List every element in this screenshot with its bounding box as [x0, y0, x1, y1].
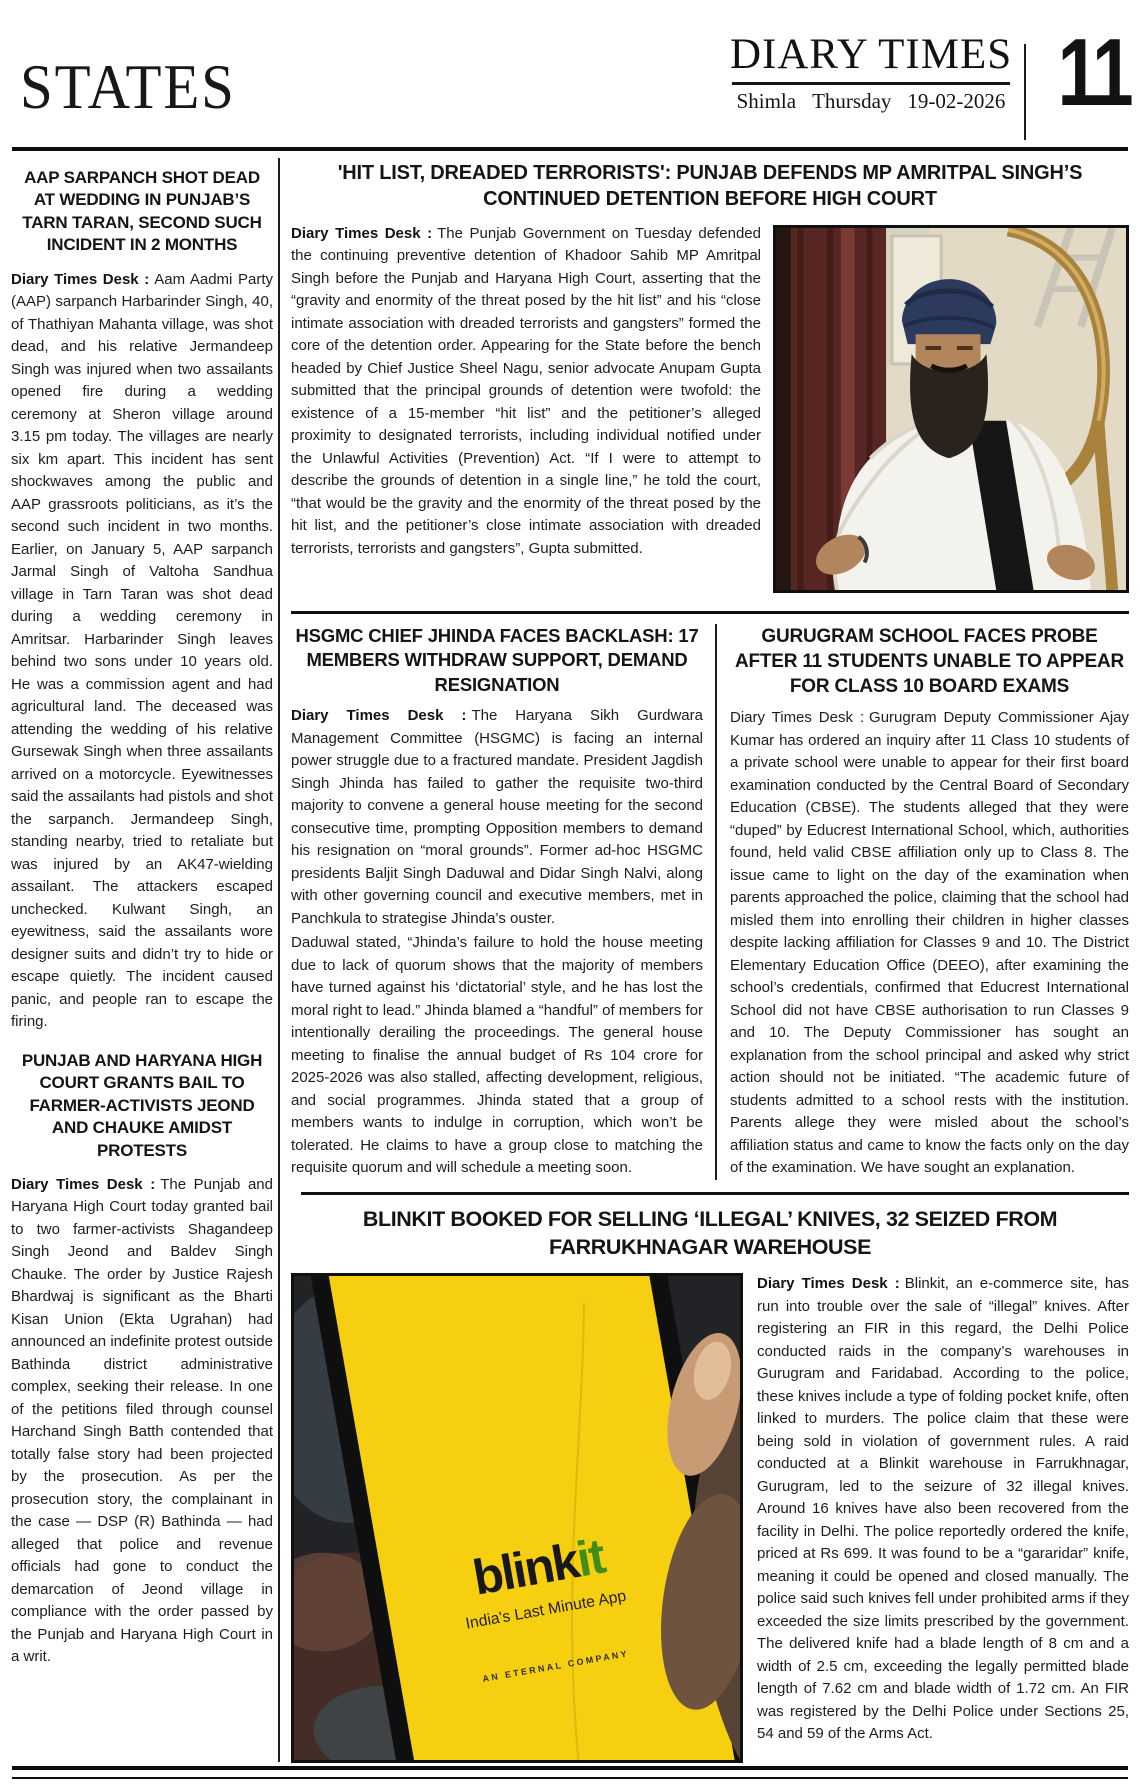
bail-headline: PUNJAB AND HARYANA HIGH COURT GRANTS BAIL TO FARMER-ACTIVISTS JEOND AND CHAUKE AMIDST PROTESTS — [21, 1050, 263, 1160]
bail-byline: Diary Times Desk : — [11, 1175, 156, 1193]
page-bottom-rule-thick — [12, 1766, 1128, 1770]
sarpanch-headline: AAP SARPANCH SHOT DEAD AT WEDDING IN PUNJAB’S TARN TARAN, SECOND SUCH INCIDENT IN 2 MONTHS — [22, 168, 262, 255]
blinkit-headline: BLINKIT BOOKED FOR SELLING ‘ILLEGAL’ KNIVES, 32 SEIZED FROM FARRUKHNAGAR WAREHOUSE — [362, 1206, 1058, 1259]
section-title: STATES — [20, 51, 236, 122]
hsgmc-article — [291, 620, 715, 1180]
bail-body: Diary Times Desk : The Punjab and Haryana High Court today granted bail to two farmer-activists Shagandeep Singh Jeond and Baldev Singh Chauke. The order by Justice Rajesh Bhardwaj is significant as the Bharti Kisan Union (Ekta Ugrahan) had announced an indefinite protest outside Bathinda district administrative complex, seeking their release. In one of the petitions filed through counsel Harchand Singh Batth contended that totally false story had been projected by the prosecution. As per the prosecution story, the complainant in the case — DSP (R) Bathinda — had alleged that police and revenue officials had gone to conduct the demarcation of Jeond village in compliance with the order passed by the Punjab and Haryana High Court in a writ. — [11, 1175, 273, 1666]
amritpal-body: Diary Times Desk : The Punjab Government on Tuesday defended the continuing preventive detention of Khadoor Sahib MP Amritpal Singh before the Punjab and Haryana High Court, asserting that the “gravity and enormity of the threat posed by the hit list” and his “close intimate association with dreaded terrorists and gangsters” formed the core of the detention order. Appearing for the State before the bench headed by Chief Justice Sheel Nagu, senior advocate Anupam Gupta submitted that the principal grounds of detention were twofold: the existence of a 15-member “hit list” and the petitioner’s alleged proximity to designated terrorists, including individual notified under the Unlawful Activities (Prevention) Act. “If I were to attempt to describe the grounds of detention in a single line,” he told the court, “that would be the gravity and the enormity of the threat posed by the hit list, and the petitioner’s close intimate association with dreaded terrorists, terrorists and gangsters”, Gupta submitted. — [291, 224, 761, 557]
two-column-section — [291, 620, 1129, 1180]
masthead-rule — [732, 82, 1010, 85]
hsgmc-byline: Diary Times Desk : — [291, 707, 467, 724]
dateline-date: 19-02-2026 — [907, 89, 1006, 113]
header-divider — [1024, 44, 1026, 140]
blinkit-section-rule — [301, 1192, 1129, 1195]
left-column-divider — [278, 158, 280, 1762]
blinkit-body: Diary Times Desk : Blinkit, an e-commerce site, has run into trouble over the sale of “illegal” knives. After registering an FIR in this regard, the Delhi Police conducted raids in the company’s warehouses in Gurugram and Faridabad. According to the police, these knives include a type of folding pocket knife, often linked to murders. The police claim that these were being sold in violation of government rules. A raid conducted at a Blinkit warehouse in Farrukhnagar, Gurugram, led to the seizure of 32 illegal knives. Around 16 knives have also been recovered from the facility in Delhi. The police reportedly ordered the knife, priced at Rs 699. It was found to be a “gararidar” knife, meaning it could be opened and closed manually. The police said such knives fell under prohibited arms if they exceeded the size limits prescribed by the government. The delivered knife had a blade length of 8 cm and a width of 2.5 cm, exceeding the legally permitted blade length of 7.62 cm and blade width of 1.72 cm. An FIR was registered by the Delhi Police under Sections 25, 54 and 59 of the Arms Act. — [757, 1275, 1129, 1743]
blinkit-photo — [291, 1273, 743, 1763]
gurugram-body: Diary Times Desk : Gurugram Deputy Commissioner Ajay Kumar has ordered an inquiry after 11 Class 10 students of a private school were unable to appear for their first board examination conducted by the Central Board of Secondary Education (CBSE). The students alleged that they were “duped” by Educrest International School, which, authorities found, held valid CBSE affiliation only up to Class 8. The issue came to light on the day of the examination when parents approached the police, claiming that the school had misled them into enrolling their children in higher classes despite lacking affiliation for Classes 9 and 10. The District Elementary Education Office (DEEO), after examining the school’s credentials, confirmed that Educrest International School did not have CBSE authorisation to run Classes 9 and 10. The Deputy Commissioner has sought an explanation from the school principal and asked why strict action should not be initiated. “The academic future of students admitted to a school rests with the institution. Parents allege they were misled about the school’s affiliation status and came to know the facts only on the day of the examination. We have sought an explanation. — [730, 709, 1129, 1177]
hsgmc-headline: HSGMC CHIEF JHINDA FACES BACKLASH: 17 MEMBERS WITHDRAW SUPPORT, DEMAND RESIGNATION — [295, 624, 699, 695]
dateline-place: Shimla — [736, 89, 797, 113]
dateline-day: Thursday — [812, 89, 892, 113]
amritpal-article — [291, 223, 1129, 601]
sarpanch-byline: Diary Times Desk : — [11, 270, 150, 288]
masthead-block — [730, 30, 1012, 114]
page-number: 11 — [1057, 19, 1130, 126]
blinkit-tagline: India's Last Minute App — [464, 1587, 628, 1633]
blinkit-byline: Diary Times Desk : — [757, 1275, 900, 1293]
left-column — [11, 163, 273, 1669]
masthead: DIARY TIMES — [730, 31, 1013, 78]
hsgmc-body: Diary Times Desk : The Haryana Sikh Gurdwara Management Committee (HSGMC) is facing an internal power struggle due to a fractured mandate. President Jagdish Singh Jhinda has failed to gather the requisite two-third majority to convene a general house meeting for the second consecutive time, prompting Opposition members to demand his resignation on “moral grounds”. Former ad-hoc HSGMC presidents Baljit Singh Daduwal and Didar Singh Nalvi, along with other governing council and executive members, met in Panchkula to strategise Jhinda’s ouster. Daduwal stated, “Jhinda’s failure to hold the house meeting due to lack of quorum shows that the majority of members have turned against his ‘dictatorial’ style, and he has lost the moral right to lead.” Jhinda blamed a “handful” of members for intentionally derailing the proceedings. The general house meeting to finalise the annual budget of Rs 104 crore for 2025-2026 was also stalled, affecting development, religious, and social programmes. Jhinda stated that a group of members wants to indulge in corruption, which won’t be tolerated. He claims to have a group close to matching the requisite quorum and will schedule a meeting soon. — [291, 707, 703, 1176]
sarpanch-body: Diary Times Desk : Aam Aadmi Party (AAP) sarpanch Harbarinder Singh, 40, of Thathiyan Mahanta village, was shot dead, and his relative Jermandeep Singh was injured when two assailants opened fire during a wedding ceremony at Sheron village around 3.15 pm today. The villages are nearly six km apart. This incident has sent shockwaves among the public and AAP grassroots politicians, as it’s the second such incident in two months. Earlier, on January 5, AAP sarpanch Jarmal Singh of Valtoha Sandhua village in Tarn Taran was shot dead during a wedding ceremony in Amritsar. Harbarinder Singh leaves behind two sons under 10 years old. He was a commission agent and had agricultural land. The deceased was attending the wedding of his relative Gursewak Singh when three assailants arrived on a motorcycle. Eyewitnesses said the assailants had pistols and shot the sarpanch. Jermandeep Singh, standing nearby, tried to retaliate but was injured by an AK47-wielding assailant. The attackers escaped unchecked. Kulwant Singh, an eyewitness, said the assailants wore designer suits and didn’t try to hide or escape quietly. The incident caused panic, and people ran to escape the firing. — [11, 270, 273, 1031]
blinkit-logo-black: blink — [468, 1533, 583, 1606]
gurugram-byline: Diary Times Desk : — [730, 709, 865, 727]
section-rule — [291, 611, 1129, 614]
amritpal-photo — [773, 225, 1129, 593]
blinkit-subtext: AN ETERNAL COMPANY — [481, 1648, 630, 1685]
page-bottom-rule-thin — [12, 1777, 1128, 1779]
main-column — [291, 158, 1129, 1763]
gurugram-headline: GURUGRAM SCHOOL FACES PROBE AFTER 11 STUDENTS UNABLE TO APPEAR FOR CLASS 10 BOARD EXAMS — [734, 625, 1125, 697]
amritpal-headline: 'HIT LIST, DREADED TERRORISTS': PUNJAB DEFENDS MP AMRITPAL SINGH’S CONTINUED DETENTION BEFORE HIGH COURT — [337, 162, 1083, 211]
page-header — [14, 19, 1130, 144]
amritpal-byline: Diary Times Desk : — [291, 224, 433, 242]
header-rule — [12, 147, 1128, 151]
blinkit-logo-green: it — [572, 1528, 608, 1588]
dateline — [730, 89, 1012, 114]
blinkit-article — [291, 1273, 1129, 1763]
gurugram-article — [717, 620, 1129, 1180]
